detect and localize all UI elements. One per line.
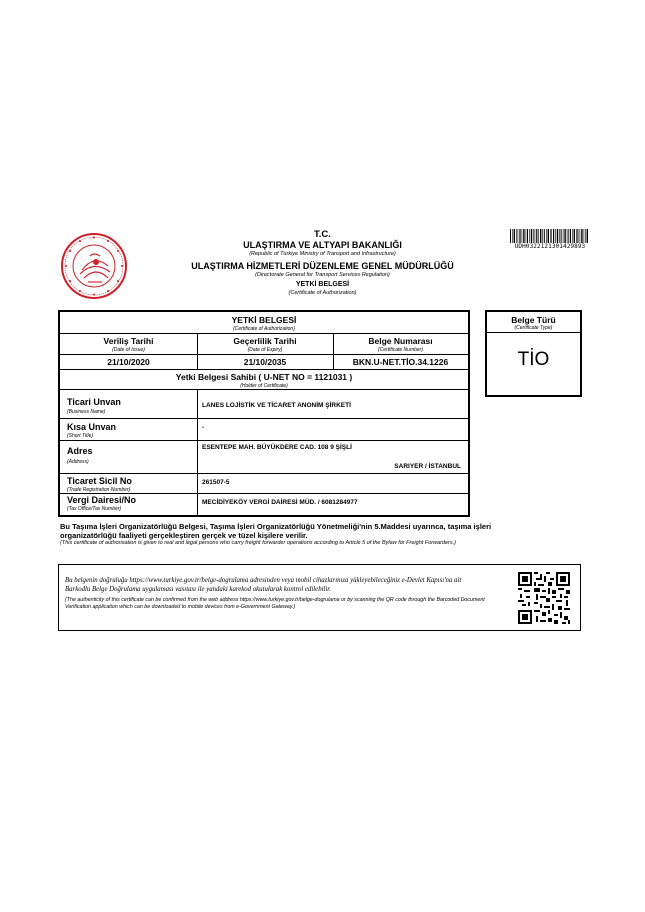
header-ministry-en: (Republic of Türkiye Ministry of Transport and Infrastructure) xyxy=(249,251,396,257)
address-city: SARIYER / İSTANBUL xyxy=(394,463,461,470)
issue-date-label: Veriliş Tarihi xyxy=(103,336,154,346)
verification-box xyxy=(58,564,581,631)
address-label-en: (Address) xyxy=(67,459,89,465)
issue-date-label-en: (Date of Issue) xyxy=(112,347,145,353)
statement-text: Bu Taşıma İşleri Organizatörlüğü Belgesi, Taşıma İşleri Organizatörlüğü Yönetmeliği'nin 5.Maddesi uyarınca, taşıma işleri organizatörlüğü faaliyeti gerçekleştiren gerçek ve tüzel kişilere verilir. xyxy=(60,522,492,540)
certificate-type-label: Belge Türü xyxy=(511,315,556,325)
certificate-title-en: (Certificate of Authorization) xyxy=(233,326,295,332)
certificate-number-label: Belge Numarası xyxy=(368,336,433,346)
tax-office-label: Vergi Dairesi/No xyxy=(67,495,137,505)
certificate-title: YETKİ BELGESİ xyxy=(231,315,297,325)
business-name-label-en: (Business Name) xyxy=(67,409,106,415)
verification-text: Bu belgenin doğruluğu https://www.turkiye.gov.tr/belge-dogrulama adresinden veya mobil cihazlarınıza yükleyebileceğiniz e-Devlet Kapısı'na ait Barkodlu Belge Doğrulama uygulaması vasıtası ile yandaki karekod okutularak kontrol edilebilir. xyxy=(65,577,462,593)
qr-code-icon[interactable] xyxy=(518,572,570,624)
expiry-date-label-en: (Date of Expiry) xyxy=(247,347,283,353)
short-title-label: Kısa Unvan xyxy=(67,422,117,432)
address-label: Adres xyxy=(67,446,93,456)
certificate-type-label-en: (Certificate Type) xyxy=(514,325,553,331)
barcode-number: UDH0322121301429893 xyxy=(514,243,586,250)
verification-text-en: (The authenticity of this certificate can be confirmed from the web address https://www.turkiye.gov.tr/belge-dogrulama or by scanning the QR code through the Barcoded Document Verification application which can be downloaded to mobile devices from e-Government Gateway.) xyxy=(65,597,485,610)
short-title-value: - xyxy=(202,424,205,431)
expiry-date-value: 21/10/2035 xyxy=(243,357,287,367)
trade-registration-value: 261507-5 xyxy=(202,479,230,486)
certificate-box xyxy=(58,310,470,517)
header-ministry: ULAŞTIRMA VE ALTYAPI BAKANLIĞI xyxy=(243,240,402,250)
trade-registration-label-en: (Trade Registration Number) xyxy=(67,487,131,493)
header-country: T.C. xyxy=(314,229,331,240)
trade-registration-label: Ticaret Sicil No xyxy=(67,476,132,486)
certificate-number-label-en: (Certificate Number) xyxy=(377,347,423,353)
certificate-type-value: TİO xyxy=(517,349,550,370)
business-name-label: Ticari Unvan xyxy=(67,397,121,407)
header-document-title: YETKİ BELGESİ xyxy=(295,281,350,288)
holder-title-en: (Holder of Certificate) xyxy=(240,383,288,389)
tax-office-label-en: (Tax Office/Tax Number) xyxy=(67,506,122,512)
header-document-title-en: (Certificate of Authorization) xyxy=(288,290,357,296)
barcode-icon xyxy=(510,229,588,243)
holder-title: Yetki Belgesi Sahibi ( U-NET NO = 1121031 ) xyxy=(175,372,353,382)
header-directorate: ULAŞTIRMA HİZMETLERİ DÜZENLEME GENEL MÜDÜRLÜĞÜ xyxy=(191,261,454,271)
address-value: ESENTEPE MAH. BÜYÜKDERE CAD. 108 9 ŞİŞLİ xyxy=(202,444,352,451)
issue-date-value: 21/10/2020 xyxy=(107,357,150,367)
certificate-number-value: BKN.U-NET.TİO.34.1226 xyxy=(352,357,449,367)
tax-office-value: MECİDİYEKÖY VERGİ DAİRESİ MÜD. / 6081284977 xyxy=(202,499,358,506)
business-name-value: LANES LOJİSTİK VE TİCARET ANONİM ŞİRKETİ xyxy=(202,402,351,409)
short-title-label-en: (Short Title) xyxy=(67,433,94,439)
ministry-seal-icon xyxy=(60,232,128,300)
statement-text-en: (This certificate of authorisation is given to real and legal persons who carry freight forwarder operations according to Article 5 of the Bylaw for Freight Forwarders.) xyxy=(60,540,456,546)
certificate-type-box xyxy=(485,310,582,397)
expiry-date-label: Geçerlilik Tarihi xyxy=(233,336,297,346)
header-directorate-en: (Directorate General for Transport Services Regulation) xyxy=(255,272,390,278)
